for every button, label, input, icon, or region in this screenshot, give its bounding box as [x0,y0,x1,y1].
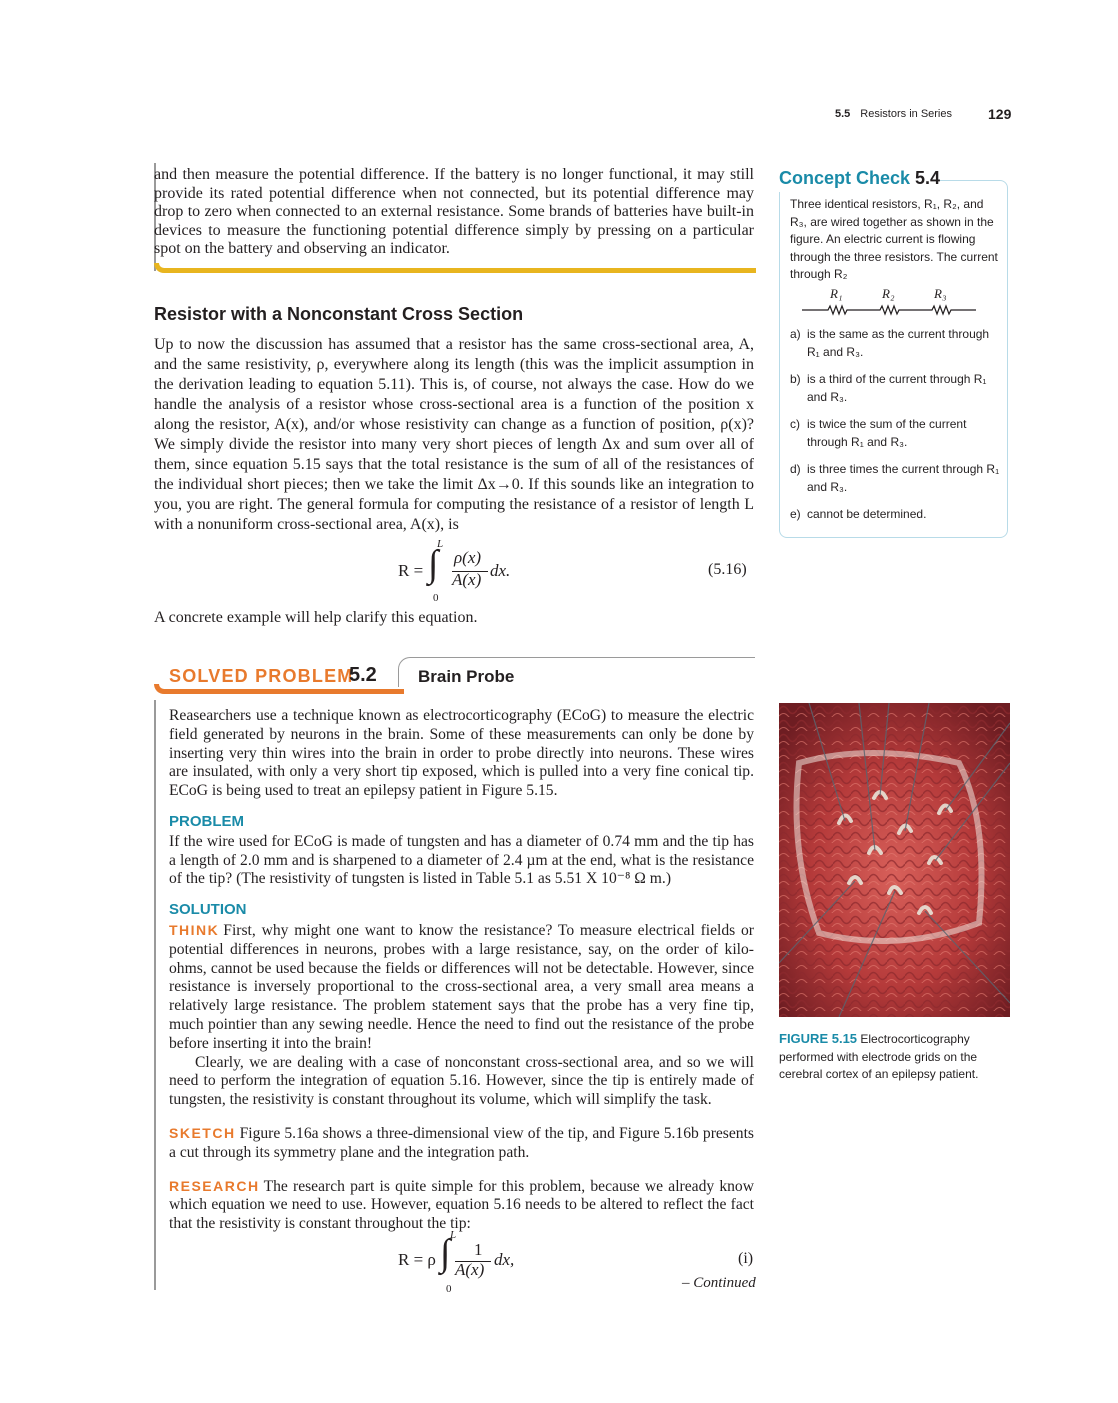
concept-check-title [779,168,940,189]
section-paragraph: Up to now the discussion has assumed that a resistor has the same cross-sectional area, A, and the same resistivity, ρ, everywhere along its length (this was the implicit assumption in the derivation leading to equation 5.11). This is, of course, not always the case. How do we handle the analysis of a resistor whose cross-sectional area is a function of the position x along the resistor, A(x), and/or whose resistivity can change as a function of position, ρ(x)? We simply divide the resistor into many very short pieces of length Δx and sum over all of them, since equation 5.15 says that the total resistance is the sum of all of the resistances of the individual short pieces; then we take the limit Δx→0. If this sounds like an integration to you, you are right. The general formula for computing the resistance of a resistor of length L with a nonuniform cross-sectional area, A(x), is [154,336,754,533]
research-label: RESEARCH [169,1177,260,1194]
equation-516-upper-limit: L [437,538,444,550]
integral-sign: ∫ [428,543,439,585]
solved-problem-body [169,707,754,1234]
equation-i-upper-limit: L [450,1229,457,1241]
option-b-text: is a third of the current through R₁ and R₃. [807,372,987,404]
option-b-letter: b) [790,372,801,386]
equation-i-tail: dx, [494,1250,515,1269]
equation-i-denominator: A(x) [455,1260,485,1279]
equation-i-numerator: 1 [474,1240,483,1259]
resistor-diagram [800,286,978,316]
figure-label: FIGURE 5.15 [779,1031,858,1046]
equation-i-lower-limit: 0 [446,1283,452,1295]
solved-problem-top-rule [410,657,755,658]
option-b[interactable] [790,371,1002,406]
figure-photo-ecog [779,703,1010,1017]
equation-516-lhs: R = [398,561,424,580]
integral-sign: ∫ [440,1232,451,1274]
equation-516-denominator: A(x) [452,570,482,589]
research-paragraph [169,1177,754,1234]
option-e-letter: e) [790,507,801,521]
resistor-label-r1: R₁ [830,286,843,301]
section-body [154,335,754,535]
continued-label: – Continued [682,1275,756,1291]
callout-paragraph: and then measure the potential difference. If the battery is no longer functional, it may still provide its rated potential difference when not connected, but its potential difference may drop to zero when connected to an external resistance. Some brands of batteries have built-in devices to measure the functioning potential difference simply by pressing on a particular spot on the battery and observing an indicator. [154,166,754,257]
solved-problem-left-rule [154,700,156,1290]
solved-problem-label: SOLVED PROBLEM [169,666,354,686]
research-text: The research part is quite simple for this problem, because we already know which equation we need to use. However, equation 5.16 needs to be altered to reflect the fact that the resistivity is constant throughout the tip: [169,1177,754,1233]
option-e[interactable] [790,506,1002,524]
think-text-2: Clearly, we are dealing with a case of nonconstant cross-sectional area, and so we will need to perform the integration of equation 5.16. However, since the tip is entirely made of tungsten, the resistivity is constant throughout its volume, which will simplify the task. [169,1053,754,1109]
problem-heading: PROBLEM [169,812,244,830]
figure-caption-text: Electrocorticography performed with electrode grids on the cerebral cortex of an epilepsy patient. [779,1032,979,1081]
equation-516-label: (5.16) [708,561,747,578]
concept-check-question: Three identical resistors, R₁, R₂, and R₃, are wired together as shown in the figure. An electric current is flowing through the three resistors. The current through R₂ [790,197,998,281]
equation-516-lower-limit: 0 [433,592,439,604]
resistor-label-r2: R₂ [882,286,895,301]
think-paragraph [169,921,754,1054]
problem-text: If the wire used for ECoG is made of tungsten and has a diameter of 0.74 mm and the tip has a length of 2.0 mm and is sharpened to a diameter of 2.4 µm at the end, what is the resistance of the tip? (The resistivity of tungsten is listed in Table 5.1 as 5.51 X 10⁻⁸ Ω m.) [169,832,754,888]
solved-problem-tab-curve [398,657,412,687]
resistor-label-r3: R₃ [934,286,947,301]
option-c[interactable] [790,416,1002,451]
equation-516-numerator: ρ(x) [454,548,482,567]
solved-problem-intro: Reasearchers use a technique known as electrocorticography (ECoG) to measure the electric field generated by neurons in the brain. Some of these measurements can only be done by inserting very thin wires into the brain in order to probe directly into neurons. These wires are insulated, with only a very short tip exposed, which is pulled into a very fine conical tip. ECoG is being used to treat an epilepsy patient in Figure 5.15. [169,707,754,800]
option-a-letter: a) [790,327,801,341]
page-number: 129 [988,106,1012,122]
resistor-wire [802,306,976,314]
option-a-text: is the same as the current through R₁ and R₃. [807,327,990,359]
equation-516-tail: dx. [490,561,511,580]
option-c-letter: c) [790,417,800,431]
running-head [835,108,952,120]
option-d[interactable] [790,461,1002,496]
callout-bottom-border [154,263,756,273]
solved-problem-title: Brain Probe [418,667,515,686]
section-heading: Resistor with a Nonconstant Cross Section [154,304,524,324]
option-e-text: cannot be determined. [807,507,927,521]
section-number: 5.5 [835,108,851,120]
section-title: Resistors in Series [860,108,952,120]
sketch-label: SKETCH [169,1124,236,1141]
equation-i-lhs: R = ρ [398,1250,436,1269]
solution-heading: SOLUTION [169,901,247,919]
think-label: THINK [169,921,220,938]
concept-check-number: 5.4 [915,168,941,188]
callout-text [154,166,754,259]
concrete-example-text: A concrete example will help clarify this equation. [154,609,478,626]
equation-i-label: (i) [738,1250,754,1267]
concept-check-title-text: Concept Check [779,168,911,188]
solved-problem-number: 5.2 [349,664,377,686]
concept-check-options [790,326,1002,534]
figure-caption [779,1030,1009,1084]
think-text: First, why might one want to know the resistance? To measure electrical fields or potential differences in neurons, probes with a large resistance, say, on the order of kilo-ohms, cannot be used because the fields or differences will not be detectable. However, since resistance is inversely proportional to the cross-sectional area, a very small area means a relatively large resistance. The problem statement says that the probe has a very fine tip, much pointier than any sewing needle. Hence the need to find out the resistance of the probe before inserting it into the brain! [169,921,754,1052]
option-c-text: is twice the sum of the current through R₁ and R₃. [807,417,967,449]
option-a[interactable] [790,326,1002,361]
option-d-text: is three times the current through R₁ and R₃. [807,462,1000,494]
sketch-paragraph [169,1124,754,1163]
sketch-text: Figure 5.16a shows a three-dimensional view of the tip, and Figure 5.16b presents a cut through its symmetry plane and the integration path. [169,1124,754,1161]
option-d-letter: d) [790,462,801,476]
